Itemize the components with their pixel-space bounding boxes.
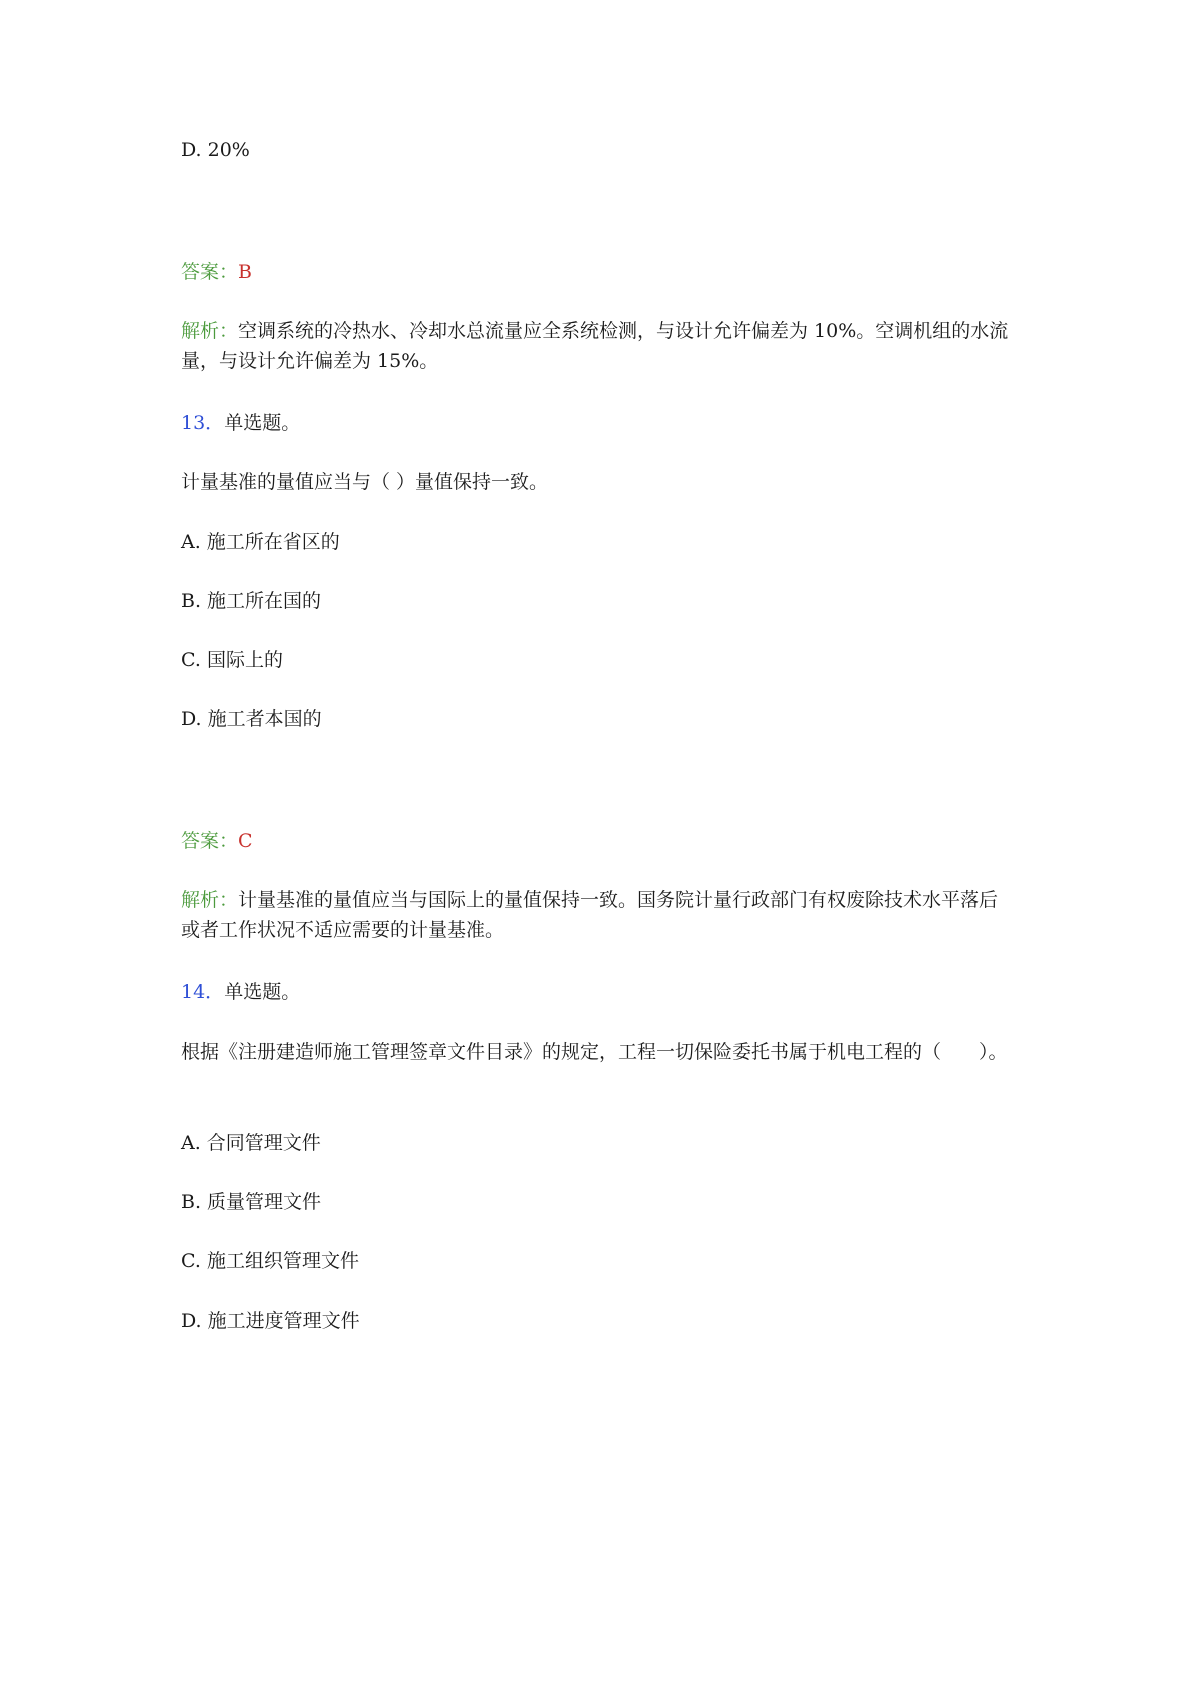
question-number: 14． [181, 981, 225, 1003]
question-type: 单选题。 [224, 981, 301, 1003]
q13-option-b: B. 施工所在国的 [181, 590, 322, 612]
q14-option-b: B. 质量管理文件 [181, 1191, 322, 1213]
answer-label: 答案： [181, 830, 239, 852]
q14-option-d: D. 施工进度管理文件 [181, 1310, 360, 1332]
q13-header [181, 408, 1011, 438]
q13-answer-line [181, 826, 1011, 856]
answer-value: B [238, 261, 252, 283]
q14-stem: 根据《注册建造师施工管理签章文件目录》的规定，工程一切保险委托书属于机电工程的（ ）。 [181, 1041, 1008, 1063]
analysis-label: 解析： [181, 320, 239, 342]
q13-analysis [181, 885, 1011, 946]
answer-value: C [238, 830, 253, 852]
analysis-text: 空调系统的冷热水、冷却水总流量应全系统检测，与设计允许偏差为 10%。空调机组的水流量，与设计允许偏差为 15%。 [181, 320, 1009, 373]
answer-label: 答案： [181, 261, 239, 283]
q14-option-a: A. 合同管理文件 [181, 1132, 321, 1154]
question-type: 单选题。 [224, 412, 301, 434]
prev-option-d: D. 20% [181, 139, 250, 161]
q14-option-c: C. 施工组织管理文件 [181, 1250, 359, 1272]
q13-option-d: D. 施工者本国的 [181, 708, 322, 730]
question-number: 13． [181, 412, 225, 434]
prev-analysis [181, 316, 1011, 377]
q13-option-a: A. 施工所在省区的 [181, 531, 340, 553]
q14-header [181, 977, 1011, 1007]
analysis-text: 计量基准的量值应当与国际上的量值保持一致。国务院计量行政部门有权废除技术水平落后或者工作状况不适应需要的计量基准。 [181, 889, 999, 942]
q13-option-c: C. 国际上的 [181, 649, 283, 671]
prev-answer-line [181, 257, 1011, 287]
q13-stem: 计量基准的量值应当与（ ）量值保持一致。 [181, 471, 549, 493]
analysis-label: 解析： [181, 889, 239, 911]
